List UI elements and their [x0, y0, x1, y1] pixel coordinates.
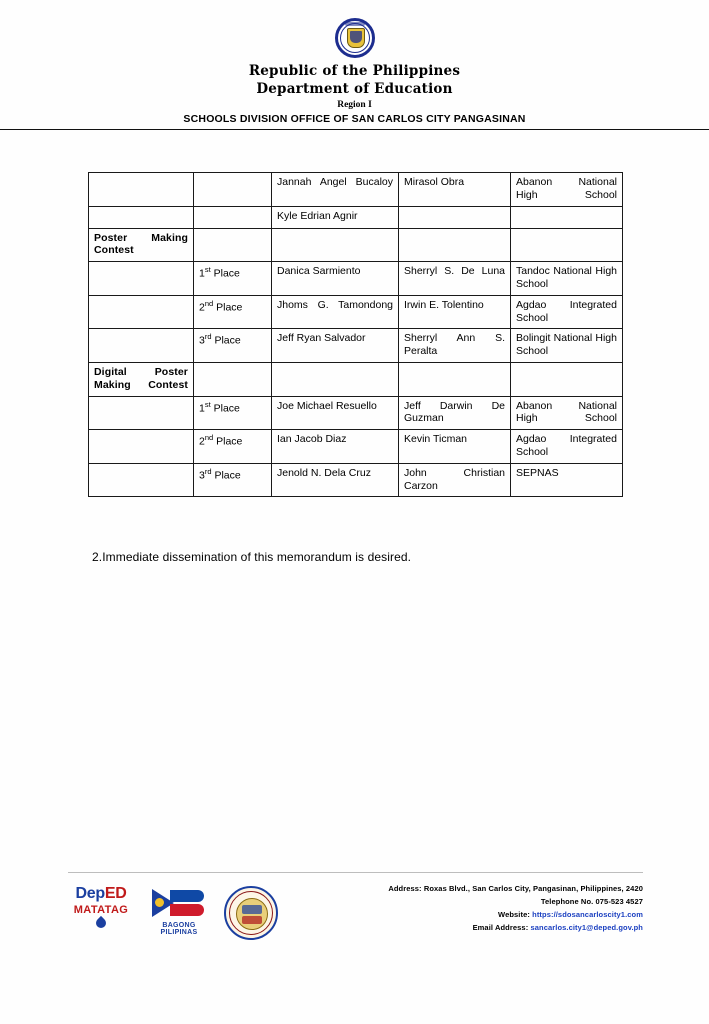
footer-contact-block: [388, 882, 643, 935]
cell-coach: Mirasol Obra: [399, 173, 511, 207]
deped-word-dep: Dep: [75, 885, 105, 902]
footer-email-line: [388, 921, 643, 934]
cell-name: [272, 362, 399, 396]
cell-school: Agdao Integrated School: [511, 430, 623, 464]
cell-name: Ian Jacob Diaz: [272, 430, 399, 464]
winners-table-wrapper: [88, 172, 622, 497]
footer-email-label: Email Address:: [472, 923, 529, 933]
deped-word-ed: ED: [104, 885, 127, 902]
footer-website-link[interactable]: https://sdosancarloscity1.com: [532, 910, 643, 920]
footer-address: Address: Roxas Blvd., San Carlos City, Pangasinan, Philippines, 2420: [388, 884, 643, 893]
cell-name: [272, 228, 399, 262]
cell-place: 2nd Place: [194, 295, 272, 329]
header-divider: [0, 129, 709, 130]
cell-category: [89, 396, 194, 430]
dissemination-paragraph: 2.Immediate dissemination of this memorandum is desired.: [92, 550, 412, 564]
cell-coach: [399, 228, 511, 262]
cell-place: 1st Place: [194, 396, 272, 430]
cell-coach: Kevin Ticman: [399, 430, 511, 464]
republic-line: Republic of the Philippines: [248, 63, 461, 79]
department-line: Department of Education: [256, 81, 453, 98]
division-line: SCHOOLS DIVISION OFFICE OF SAN CARLOS CITY PANGASINAN: [183, 113, 526, 126]
bagong-pilipinas-label: BAGONG PILIPINAS: [160, 922, 198, 936]
cell-category: [89, 262, 194, 296]
footer-logos: [68, 886, 278, 940]
footer-divider: [68, 872, 643, 873]
cell-school: [511, 206, 623, 228]
deped-seal-icon: [335, 18, 375, 58]
footer-website-line: [388, 908, 643, 921]
cell-coach: Jeff Darwin De Guzman: [399, 396, 511, 430]
cell-school: Agdao Integrated School: [511, 295, 623, 329]
winners-table: [88, 172, 623, 497]
deped-matatag-logo-icon: [68, 886, 134, 928]
cell-coach: Sherryl S. De Luna: [399, 262, 511, 296]
footer-website-label: Website:: [498, 910, 530, 920]
cell-coach: John Christian Carzon: [399, 463, 511, 497]
cell-place: [194, 228, 272, 262]
bagong-pilipinas-logo-icon: [148, 886, 210, 936]
cell-category: [89, 173, 194, 207]
deped-drop-icon: [94, 916, 108, 930]
cell-place: 1st Place: [194, 262, 272, 296]
cell-school: SEPNAS: [511, 463, 623, 497]
cell-name: Danica Sarmiento: [272, 262, 399, 296]
cell-place: [194, 362, 272, 396]
cell-category: [89, 329, 194, 363]
cell-place: 3rd Place: [194, 329, 272, 363]
cell-school: [511, 228, 623, 262]
cell-place: [194, 206, 272, 228]
cell-category: [89, 463, 194, 497]
cell-place: [194, 173, 272, 207]
table-row: [89, 262, 623, 296]
table-row: [89, 396, 623, 430]
document-header: [0, 0, 709, 130]
table-row: [89, 295, 623, 329]
cell-coach: Irwin E. Tolentino: [399, 295, 511, 329]
table-row: [89, 228, 623, 262]
cell-coach: [399, 362, 511, 396]
cell-school: Abanon National High School: [511, 396, 623, 430]
sdo-seal-icon: [224, 886, 278, 940]
cell-name: Jhoms G. Tamondong: [272, 295, 399, 329]
matatag-label: MATATAG: [73, 904, 129, 916]
table-row: [89, 430, 623, 464]
cell-school: [511, 362, 623, 396]
region-line: Region I: [337, 100, 372, 111]
table-row: [89, 329, 623, 363]
cell-name: Kyle Edrian Agnir: [272, 206, 399, 228]
cell-name: Jeff Ryan Salvador: [272, 329, 399, 363]
table-row: [89, 206, 623, 228]
cell-school: Tandoc National High School: [511, 262, 623, 296]
cell-coach: [399, 206, 511, 228]
cell-category: [89, 430, 194, 464]
cell-name: Jannah Angel Bucaloy: [272, 173, 399, 207]
cell-place: 3rd Place: [194, 463, 272, 497]
document-footer: [68, 882, 643, 962]
cell-category: [89, 206, 194, 228]
cell-school: Abanon National High School: [511, 173, 623, 207]
cell-category: [89, 295, 194, 329]
footer-email-link[interactable]: sancarlos.city1@deped.gov.ph: [530, 923, 643, 933]
cell-coach: Sherryl Ann S. Peralta: [399, 329, 511, 363]
table-row: [89, 362, 623, 396]
table-row: [89, 463, 623, 497]
cell-school: Bolingit National High School: [511, 329, 623, 363]
cell-category: Poster Making Contest: [89, 228, 194, 262]
cell-place: 2nd Place: [194, 430, 272, 464]
footer-telephone: Telephone No. 075-523 4527: [540, 897, 643, 907]
cell-name: Joe Michael Resuello: [272, 396, 399, 430]
cell-category: Digital Poster Making Contest: [89, 362, 194, 396]
table-row: [89, 173, 623, 207]
cell-name: Jenold N. Dela Cruz: [272, 463, 399, 497]
